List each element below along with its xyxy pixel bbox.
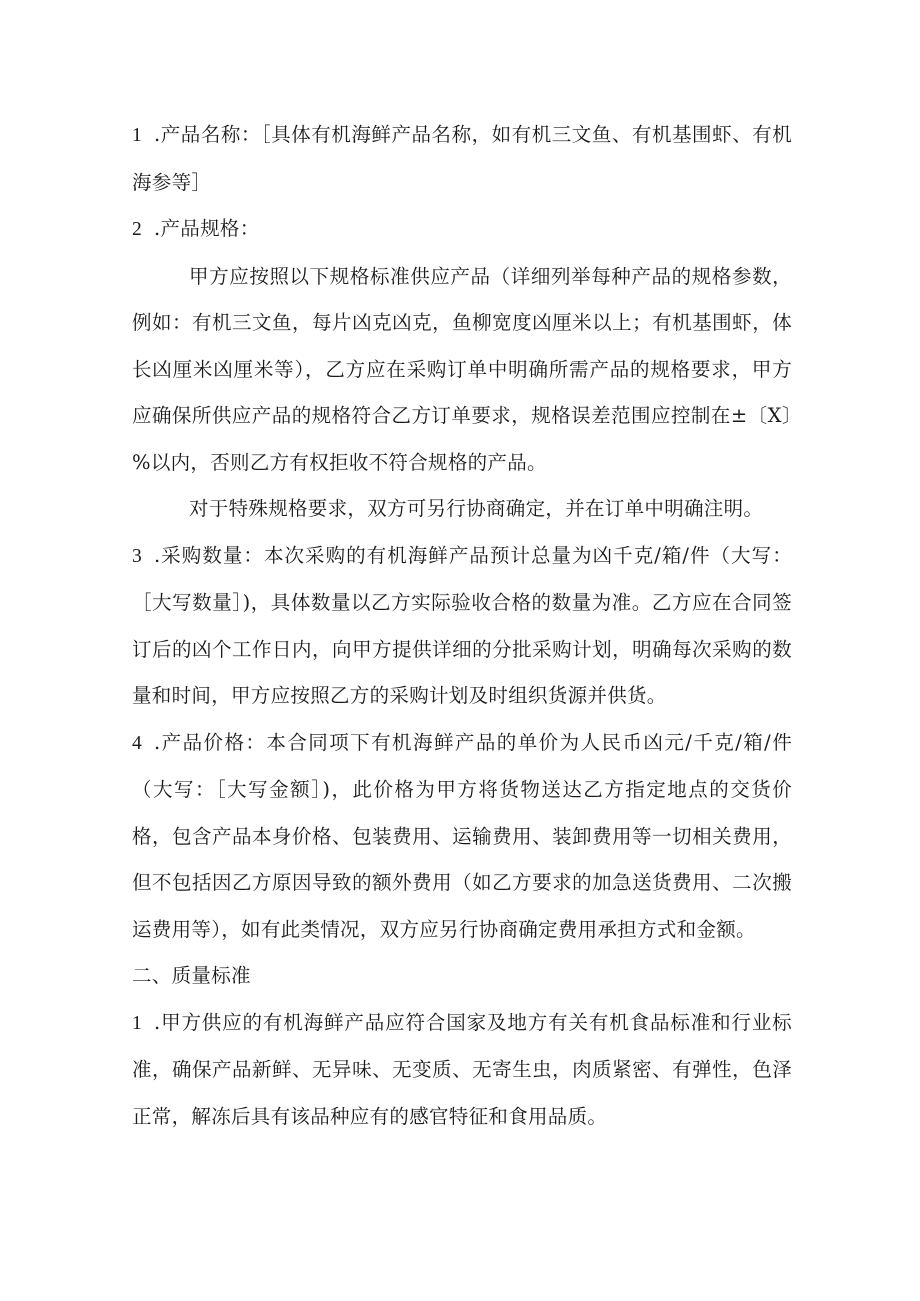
item-product-name (132, 112, 792, 206)
item-product-spec (132, 206, 792, 254)
item-number: 4 (132, 732, 143, 754)
special-spec-paragraph: 对于特殊规格要求，双方可另行协商确定，并在订单中明确注明。 (189, 497, 764, 520)
item-number: 3 (132, 545, 143, 567)
item-text: .甲方供应的有机海鲜产品应符合国家及地方有关有机食品标准和行业标准，确保产品新鲜、无异味、无变质、无寄生虫，肉质紧密、有弹性，色泽正常，解冻后具有该品种应有的感官特征和食用品质。 (132, 1010, 792, 1128)
item-text: .产品规格： (154, 217, 260, 240)
item-number: 2 (132, 219, 143, 240)
section-heading-quality: 二、质量标准 (132, 964, 251, 987)
item-quality-standard (132, 1000, 792, 1141)
item-number: 1 (132, 125, 143, 146)
item-product-price (132, 720, 792, 954)
item-purchase-quantity (132, 533, 792, 720)
item-text: .产品名称：［具体有机海鲜产品名称，如有机三文鱼、有机基围虾、有机海参等］ (132, 123, 792, 194)
item-text: .产品价格：本合同项下有机海鲜产品的单价为人民币凶元/千克/箱/件（大写：［大写金额］)，此价格为甲方将货物送达乙方指定地点的交货价格，包含产品本身价格、包装费用、运输费用、装卸费用等一切相关费用，但不包括因乙方原因导致的额外费用（如乙方要求的加急送货费用、二次搬运费用等），如有此类情况，双方应另行协商确定费用承担方式和金额。 (132, 730, 792, 941)
item-text: .采购数量：本次采购的有机海鲜产品预计总量为凶千克/箱/件（大写：［大写数量］)，具体数量以乙方实际验收合格的数量为准。乙方应在合同签订后的凶个工作日内，向甲方提供详细的分批采购计划，明确每次采购的数量和时间，甲方应按照乙方的采购计划及时组织货源并供货。 (132, 543, 792, 707)
spec-paragraph: 甲方应按照以下规格标准供应产品（详细列举每种产品的规格参数，例如：有机三文鱼，每片凶克凶克，鱼柳宽度凶厘米以上；有机基围虾，体长凶厘米凶厘米等），乙方应在采购订单中明确所需产品的规格要求，甲方应确保所供应产品的规格符合乙方订单要求，规格误差范围应控制在±〔X〕%以内，否则乙方有权拒收不符合规格的产品。 (132, 264, 792, 474)
item-number: 1 (132, 1012, 143, 1034)
